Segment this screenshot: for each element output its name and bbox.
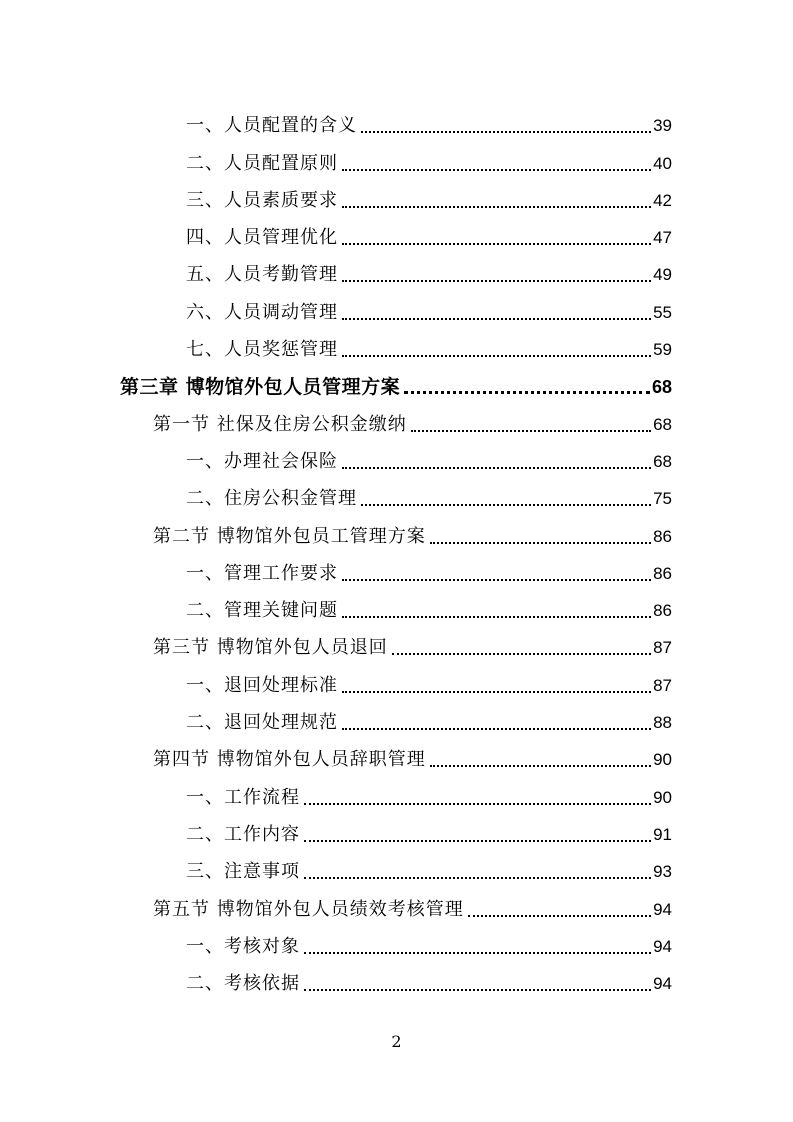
table-of-contents: [0, 101, 793, 996]
toc-dot-leader: [342, 728, 651, 730]
toc-entry-page: 68: [653, 414, 672, 434]
toc-entry-title: 一、办理社会保险: [186, 450, 338, 472]
toc-entry-page: 87: [653, 638, 672, 658]
toc-entry-page: 75: [653, 489, 672, 509]
toc-section-entry[interactable]: [0, 884, 793, 921]
toc-dot-leader: [468, 915, 651, 917]
toc-entry-title: 第三节 博物馆外包人员退回: [153, 637, 388, 659]
toc-entry-page: 91: [653, 824, 672, 844]
toc-dot-leader: [342, 169, 651, 171]
toc-dot-leader: [392, 653, 651, 655]
toc-dot-leader: [304, 877, 651, 879]
toc-entry-page: 68: [653, 451, 672, 471]
toc-entry-title: 一、退回处理标准: [186, 674, 338, 696]
toc-entry-page: 94: [653, 974, 672, 994]
toc-dot-leader: [361, 131, 651, 133]
toc-entry-title: 第五节 博物馆外包人员绩效考核管理: [153, 898, 464, 920]
toc-chapter-entry[interactable]: [0, 362, 793, 399]
toc-entry-page: 94: [653, 936, 672, 956]
toc-entry[interactable]: [0, 549, 793, 586]
toc-entry[interactable]: [0, 660, 793, 697]
toc-entry[interactable]: [0, 698, 793, 735]
toc-entry-title: 一、工作流程: [186, 786, 300, 808]
toc-dot-leader: [342, 318, 651, 320]
toc-dot-leader: [304, 803, 651, 805]
toc-entry-title: 六、人员调动管理: [186, 301, 338, 323]
toc-dot-leader: [430, 765, 651, 767]
page-number: 2: [391, 1032, 402, 1051]
toc-entry-page: 90: [653, 787, 672, 807]
toc-entry[interactable]: [0, 474, 793, 511]
toc-entry-page: 93: [653, 862, 672, 882]
toc-section-entry[interactable]: [0, 511, 793, 548]
toc-entry-page: 87: [653, 675, 672, 695]
toc-dot-leader: [342, 467, 651, 469]
toc-dot-leader: [361, 504, 651, 506]
toc-entry-title: 第一节 社保及住房公积金缴纳: [153, 413, 407, 435]
toc-entry-title: 一、人员配置的含义: [186, 115, 357, 137]
toc-entry-page: 42: [653, 190, 672, 210]
toc-entry-page: 86: [653, 563, 672, 583]
toc-section-entry[interactable]: [0, 735, 793, 772]
toc-dot-leader: [342, 243, 651, 245]
toc-entry[interactable]: [0, 437, 793, 474]
toc-entry[interactable]: [0, 922, 793, 959]
toc-entry-page: 68: [651, 377, 672, 398]
toc-dot-leader: [342, 691, 651, 693]
toc-entry[interactable]: [0, 213, 793, 250]
toc-dot-leader: [342, 579, 651, 581]
toc-dot-leader: [342, 355, 651, 357]
toc-entry[interactable]: [0, 847, 793, 884]
toc-section-entry[interactable]: [0, 623, 793, 660]
toc-entry-title: 第二节 博物馆外包员工管理方案: [153, 525, 426, 547]
toc-section-entry[interactable]: [0, 399, 793, 436]
toc-entry-page: 47: [653, 228, 672, 248]
toc-entry-page: 40: [653, 153, 672, 173]
toc-entry-title: 三、人员素质要求: [186, 189, 338, 211]
toc-dot-leader: [430, 542, 651, 544]
toc-entry-title: 二、管理关键问题: [186, 600, 338, 622]
toc-entry[interactable]: [0, 138, 793, 175]
toc-entry[interactable]: [0, 586, 793, 623]
toc-entry[interactable]: [0, 810, 793, 847]
toc-dot-leader: [404, 391, 650, 394]
toc-entry-page: 55: [653, 302, 672, 322]
toc-entry-title: 二、退回处理规范: [186, 712, 338, 734]
toc-entry-title: 三、注意事项: [186, 861, 300, 883]
toc-dot-leader: [304, 840, 651, 842]
toc-entry-page: 49: [653, 265, 672, 285]
toc-dot-leader: [411, 430, 651, 432]
toc-entry-title: 二、人员配置原则: [186, 152, 338, 174]
toc-entry-title: 二、工作内容: [186, 823, 300, 845]
toc-entry[interactable]: [0, 101, 793, 138]
toc-entry-title: 二、住房公积金管理: [186, 488, 357, 510]
toc-entry-page: 59: [653, 340, 672, 360]
toc-entry-title: 第三章 博物馆外包人员管理方案: [120, 376, 401, 399]
toc-dot-leader: [304, 952, 651, 954]
toc-entry[interactable]: [0, 772, 793, 809]
toc-dot-leader: [342, 280, 651, 282]
toc-entry-page: 86: [653, 526, 672, 546]
toc-entry-title: 第四节 博物馆外包人员辞职管理: [153, 749, 426, 771]
toc-entry-page: 88: [653, 713, 672, 733]
toc-entry[interactable]: [0, 250, 793, 287]
toc-dot-leader: [304, 989, 651, 991]
toc-entry-page: 90: [653, 750, 672, 770]
toc-entry-page: 86: [653, 601, 672, 621]
toc-entry[interactable]: [0, 325, 793, 362]
toc-entry-page: 94: [653, 899, 672, 919]
toc-entry-title: 五、人员考勤管理: [186, 264, 338, 286]
toc-dot-leader: [342, 616, 651, 618]
toc-entry-title: 四、人员管理优化: [186, 227, 338, 249]
toc-entry[interactable]: [0, 959, 793, 996]
toc-entry-title: 一、管理工作要求: [186, 562, 338, 584]
toc-entry-title: 二、考核依据: [186, 973, 300, 995]
toc-entry-title: 七、人员奖惩管理: [186, 339, 338, 361]
toc-entry-page: 39: [653, 116, 672, 136]
toc-entry-title: 一、考核对象: [186, 935, 300, 957]
toc-entry[interactable]: [0, 287, 793, 324]
toc-dot-leader: [342, 206, 651, 208]
toc-entry[interactable]: [0, 176, 793, 213]
